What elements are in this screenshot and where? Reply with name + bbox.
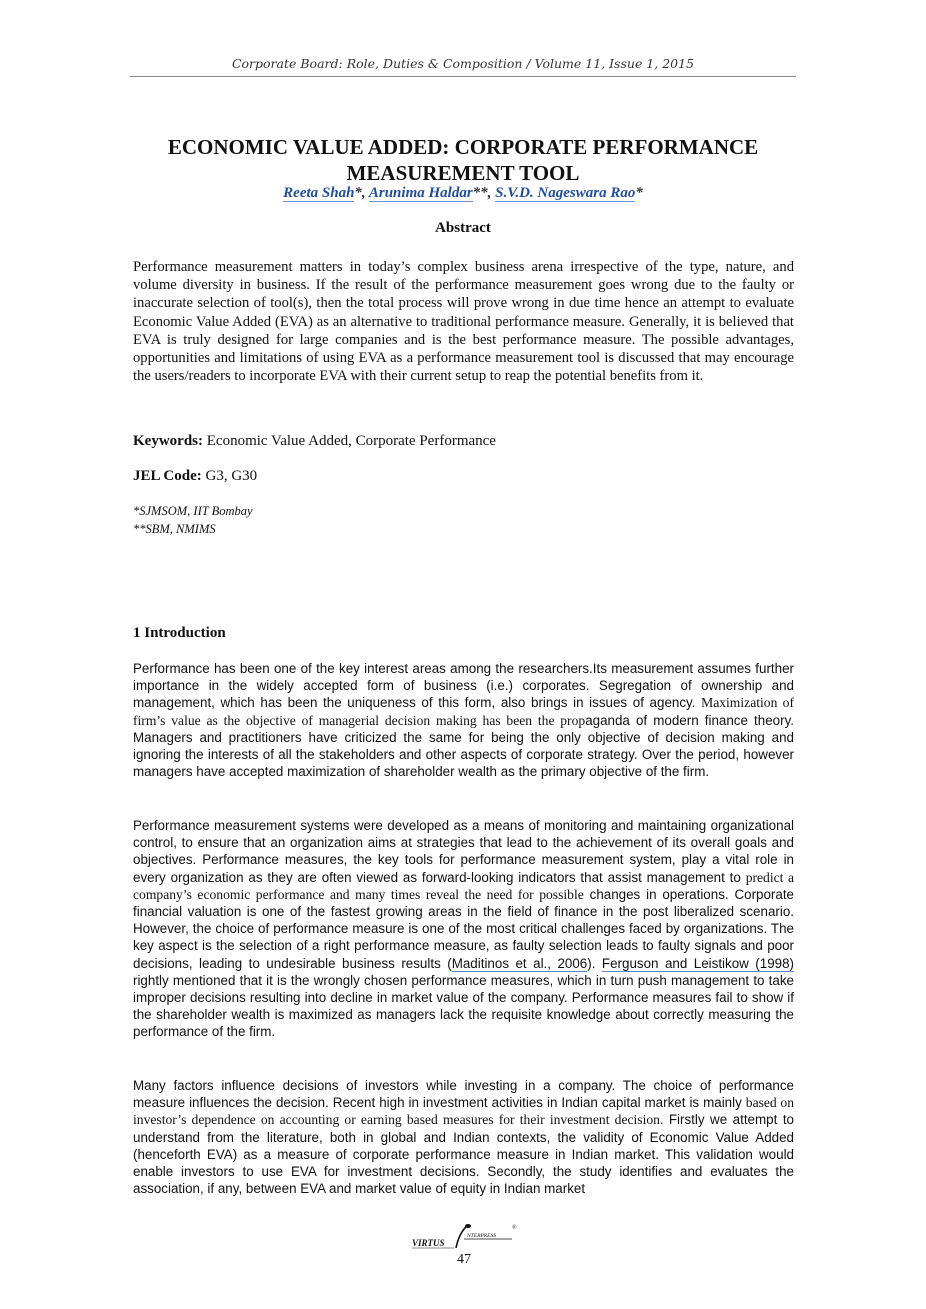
p2-part-a: Performance measurement systems were developed as a means of monitoring and maintaining organizational control, to ensure that an organization aims at strategies that lead to the achievement of its overall goals and objectives. Performance measures, the key tools for performance measurement system, play a vital role in every organization as they are often viewed as forward-looking indicators that assist management to xyxy=(133,818,794,885)
paper-title xyxy=(130,134,796,186)
affiliation-2: **SBM, NMIMS xyxy=(133,522,216,536)
abstract-heading: Abstract xyxy=(435,220,491,236)
citation-link-maditinos[interactable]: Maditinos et al., 2006 xyxy=(451,955,588,971)
author-mark-3: * xyxy=(635,185,643,201)
affiliation-1: *SJMSOM, IIT Bombay xyxy=(133,504,253,518)
abstract-text: Performance measurement matters in today’s complex business arena irrespective of the type, nature, and volume diversity in business. If the result of the performance measurement goes wrong due to the faulty or inaccurate selection of tool(s), then the total process will prove wrong in due time hence an attempt to evaluate Economic Value Added (EVA) as an alternative to traditional performance measure. Generally, it is believed that EVA is truly designed for large companies and is the best performance measure. The possible advantages, opportunities and limitations of using EVA as a performance measurement tool is discussed that may encourage the users/readers to incorporate EVA with their current setup to reap the potential benefits from it. xyxy=(133,259,794,385)
intro-paragraph-2 xyxy=(133,817,794,1041)
keywords-label: Keywords: xyxy=(133,433,203,449)
p3-part-b: based on investor’s dependence on accounting or earning based measures for their investment decision. xyxy=(133,1095,794,1128)
p2-part-e: rightly mentioned that it is the wrongly chosen performance measures, which in turn push management to take improper decisions resulting into decline in market value of the company. Performance measures fail to show if the shareholder wealth is maximized as managers lack the requisite knowledge about correctly measuring the performance of the firm. xyxy=(133,972,794,1040)
p1-part-a: Performance has been one of the key interest areas among the researchers.Its measurement assumes further importance in the widely accepted form of business (i.e.) corporates. Segregation of ownership and management, which has been the uniqueness of this form, also brings in issues of agency. xyxy=(133,661,794,711)
author-list xyxy=(130,185,796,202)
header-rule xyxy=(130,76,796,77)
logo-sub-text: NTERPRESS xyxy=(467,1233,497,1239)
intro-paragraph-1 xyxy=(133,660,794,780)
citation-link-ferguson[interactable]: Ferguson and Leistikow (1998) xyxy=(601,955,795,971)
author-link-haldar[interactable]: Arunima Haldar xyxy=(368,185,473,201)
jel-label: JEL Code: xyxy=(133,468,202,484)
logo-main-text: VIRTUS xyxy=(412,1238,445,1248)
p2-part-d: ). xyxy=(587,955,602,971)
p1-part-b: Maximization of firm’s value as the objective of managerial decision making has been the prop xyxy=(133,695,795,728)
p1-part-c: aganda of modern finance theory. Managers and practitioners have criticized the same for being the only objective of decision making and ignoring the interests of all the stakeholders and other aspects of corporate strategy. Over the period, however managers have accepted maximization of shareholder wealth as the primary objective of the firm. xyxy=(133,712,794,780)
intro-paragraph-3 xyxy=(133,1077,794,1197)
jel-code xyxy=(133,468,257,485)
author-mark-2: **, xyxy=(472,185,496,201)
author-link-rao[interactable]: S.V.D. Nageswara Rao xyxy=(495,185,636,201)
jel-value: G3, G30 xyxy=(201,468,258,484)
p3-part-a: Many factors influence decisions of investors while investing in a company. The choice of performance measure influences the decision. Recent high in investment activities in Indian capital market is mainly xyxy=(133,1078,794,1111)
p2-part-b: predict a company’s economic performance and many times reveal the need for possible xyxy=(133,869,794,902)
keywords-value: Economic Value Added, Corporate Performance xyxy=(203,433,496,449)
p3-part-c: Firstly we attempt to understand from the literature, both in global and Indian contexts, the validity of Economic Value Added (henceforth EVA) as a measure of corporate performance measure in Indian market. This validation would enable investors to use EVA for investment decisions. Secondly, the study identifies and evaluates the association, if any, between EVA and market value of equity in Indian market xyxy=(133,1112,794,1197)
virtus-interpress-logo xyxy=(406,1222,522,1252)
section-heading-introduction: 1 Introduction xyxy=(133,625,226,641)
title-line-2: MEASUREMENT TOOL xyxy=(346,161,580,185)
keywords xyxy=(133,433,496,450)
page-number: 47 xyxy=(457,1252,471,1267)
logo-registered-mark: ® xyxy=(512,1225,517,1231)
running-header: Corporate Board: Role, Duties & Composition / Volume 11, Issue 1, 2015 xyxy=(231,56,695,71)
p2-part-c: changes in operations. Corporate financial valuation is one of the fastest growing areas in the field of finance in the post liberalized scenario. However, the choice of performance measure is one of the most critical challenges faced by organizations. The key aspect is the selection of a right performance measure, as faulty selection leads to faulty signals and poor decisions, leading to undesirable business results ( xyxy=(133,886,794,971)
author-mark-1: *, xyxy=(354,185,369,201)
title-line-1: ECONOMIC VALUE ADDED: CORPORATE PERFORMANCE xyxy=(167,135,759,159)
author-link-shah[interactable]: Reeta Shah xyxy=(283,185,355,201)
